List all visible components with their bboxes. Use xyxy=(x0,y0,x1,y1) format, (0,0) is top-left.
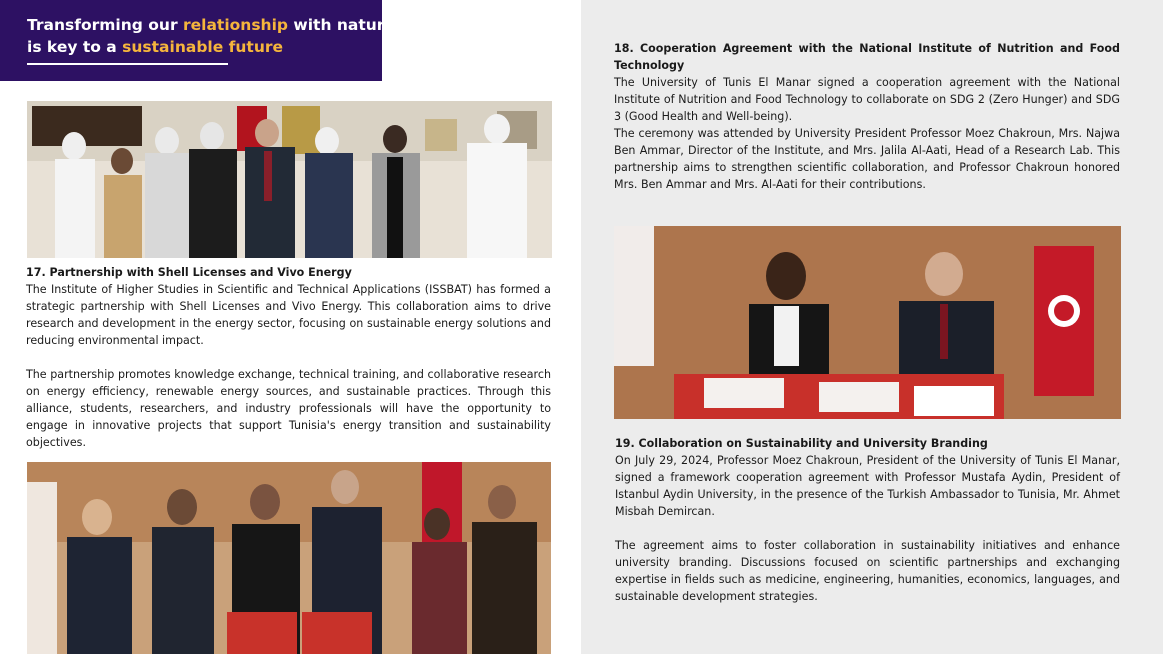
article-19-title: 19. Collaboration on Sustainability and University Branding xyxy=(615,437,988,450)
header-banner xyxy=(0,0,395,81)
group-photo xyxy=(27,101,552,258)
article-18 xyxy=(614,40,1120,193)
article-18-title: 18. Cooperation Agreement with the National Institute of Nutrition and Food Technology xyxy=(614,42,1120,72)
article-19-paragraph-1: On July 29, 2024, Professor Moez Chakroun, President of the University of Tunis El Manar, signed a framework cooperation agreement with Professor Mustafa Aydin, President of Istanbul Aydin University, in the presence of the Turkish Ambassador to Tunisia, Mr. Ahmet Misbah Demircan. xyxy=(615,454,1120,518)
signing-photo xyxy=(614,226,1121,419)
article-19-paragraph-2: The agreement aims to foster collaboration in sustainability initiatives and enhance university branding. Discussions focused on scientific partnerships and exchanging expertise in fields such as medicine, engineering, humanities, economics, languages, and sustainable development strategies. xyxy=(615,539,1120,603)
right-page xyxy=(581,0,1163,654)
left-page xyxy=(0,0,581,654)
banner-highlight-sustainable: sustainable future xyxy=(122,38,284,56)
article-19 xyxy=(615,435,1120,605)
article-18-paragraph-1: The University of Tunis El Manar signed a cooperation agreement with the National Institute of Nutrition and Food Technology to collaborate on SDG 2 (Zero Hunger) and SDG 3 (Good Health and Well-being). xyxy=(614,76,1120,123)
banner-underline xyxy=(27,63,228,65)
ceremony-photo xyxy=(27,462,551,654)
banner-line-2: is key to a sustainable future xyxy=(27,38,284,56)
article-17-title: 17. Partnership with Shell Licenses and Vivo Energy xyxy=(26,266,352,279)
article-17 xyxy=(26,264,551,451)
banner-highlight-relationship: relationship xyxy=(182,16,288,34)
article-17-paragraph-1: The Institute of Higher Studies in Scientific and Technical Applications (ISSBAT) has formed a strategic partnership with Shell Licenses and Vivo Energy. This collaboration aims to drive research and development in the energy sector, focusing on sustainable energy solutions and reducing environmental impact. xyxy=(26,283,551,347)
banner-line-1: Transforming our relationship with nature xyxy=(27,16,395,34)
article-17-paragraph-2: The partnership promotes knowledge exchange, technical training, and collaborative research on energy efficiency, renewable energy sources, and sustainable practices. Through this alliance, students, researchers, and industry professionals will have the opportunity to engage in innovative projects that support Tunisia's energy transition and sustainability objectives. xyxy=(26,368,551,449)
article-18-paragraph-2: The ceremony was attended by University President Professor Moez Chakroun, Mrs. Najwa Ben Ammar, Director of the Institute, and Mrs. Jalila Al-Aati, Head of a Research Lab. This partnership aims to strengthen scientific collaboration, and Professor Chakroun honored Mrs. Ben Ammar and Mrs. Al-Aati for their contributions. xyxy=(614,127,1120,191)
